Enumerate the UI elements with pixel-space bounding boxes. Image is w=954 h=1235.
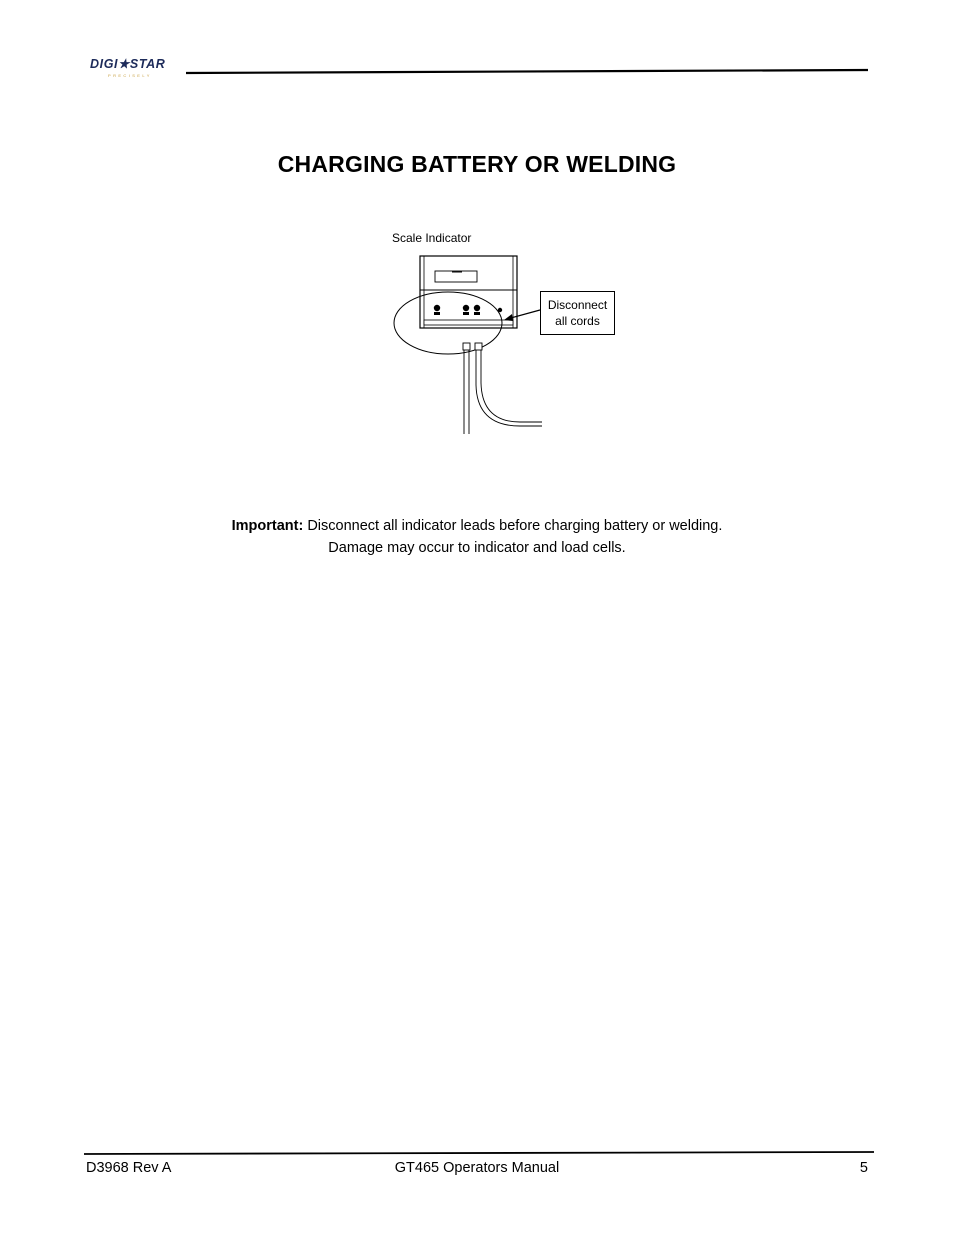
callout-line-2: all cords <box>555 314 600 328</box>
header-rule <box>186 68 868 76</box>
connector-panel <box>424 320 513 325</box>
page-title: CHARGING BATTERY OR WELDING <box>277 151 677 177</box>
cable-left <box>464 350 469 434</box>
indicator-housing <box>420 256 517 328</box>
footer-doc-id: D3968 Rev A <box>86 1160 172 1176</box>
display-window <box>435 271 477 282</box>
scale-indicator-label: Scale Indicator <box>392 231 472 245</box>
note-line-2: Damage may occur to indicator and load cells. <box>328 540 626 556</box>
note-text-1: Disconnect all indicator leads before charging battery or welding. <box>307 518 723 534</box>
logo-text: DIGI★STAR <box>90 57 166 71</box>
disconnect-callout <box>540 291 615 335</box>
scale-indicator-diagram <box>380 220 630 440</box>
logo-tagline: PRECISELY <box>108 73 152 78</box>
important-note <box>0 515 954 559</box>
important-label: Important: <box>231 518 304 534</box>
note-line-1 <box>0 515 954 537</box>
cable-right <box>476 350 542 426</box>
digistar-logo <box>86 54 186 84</box>
callout-line-1: Disconnect <box>547 298 608 312</box>
footer-manual-title: GT465 Operators Manual <box>394 1160 560 1176</box>
footer-page-number: 5 <box>859 1160 868 1176</box>
footer-rule <box>84 1150 874 1156</box>
